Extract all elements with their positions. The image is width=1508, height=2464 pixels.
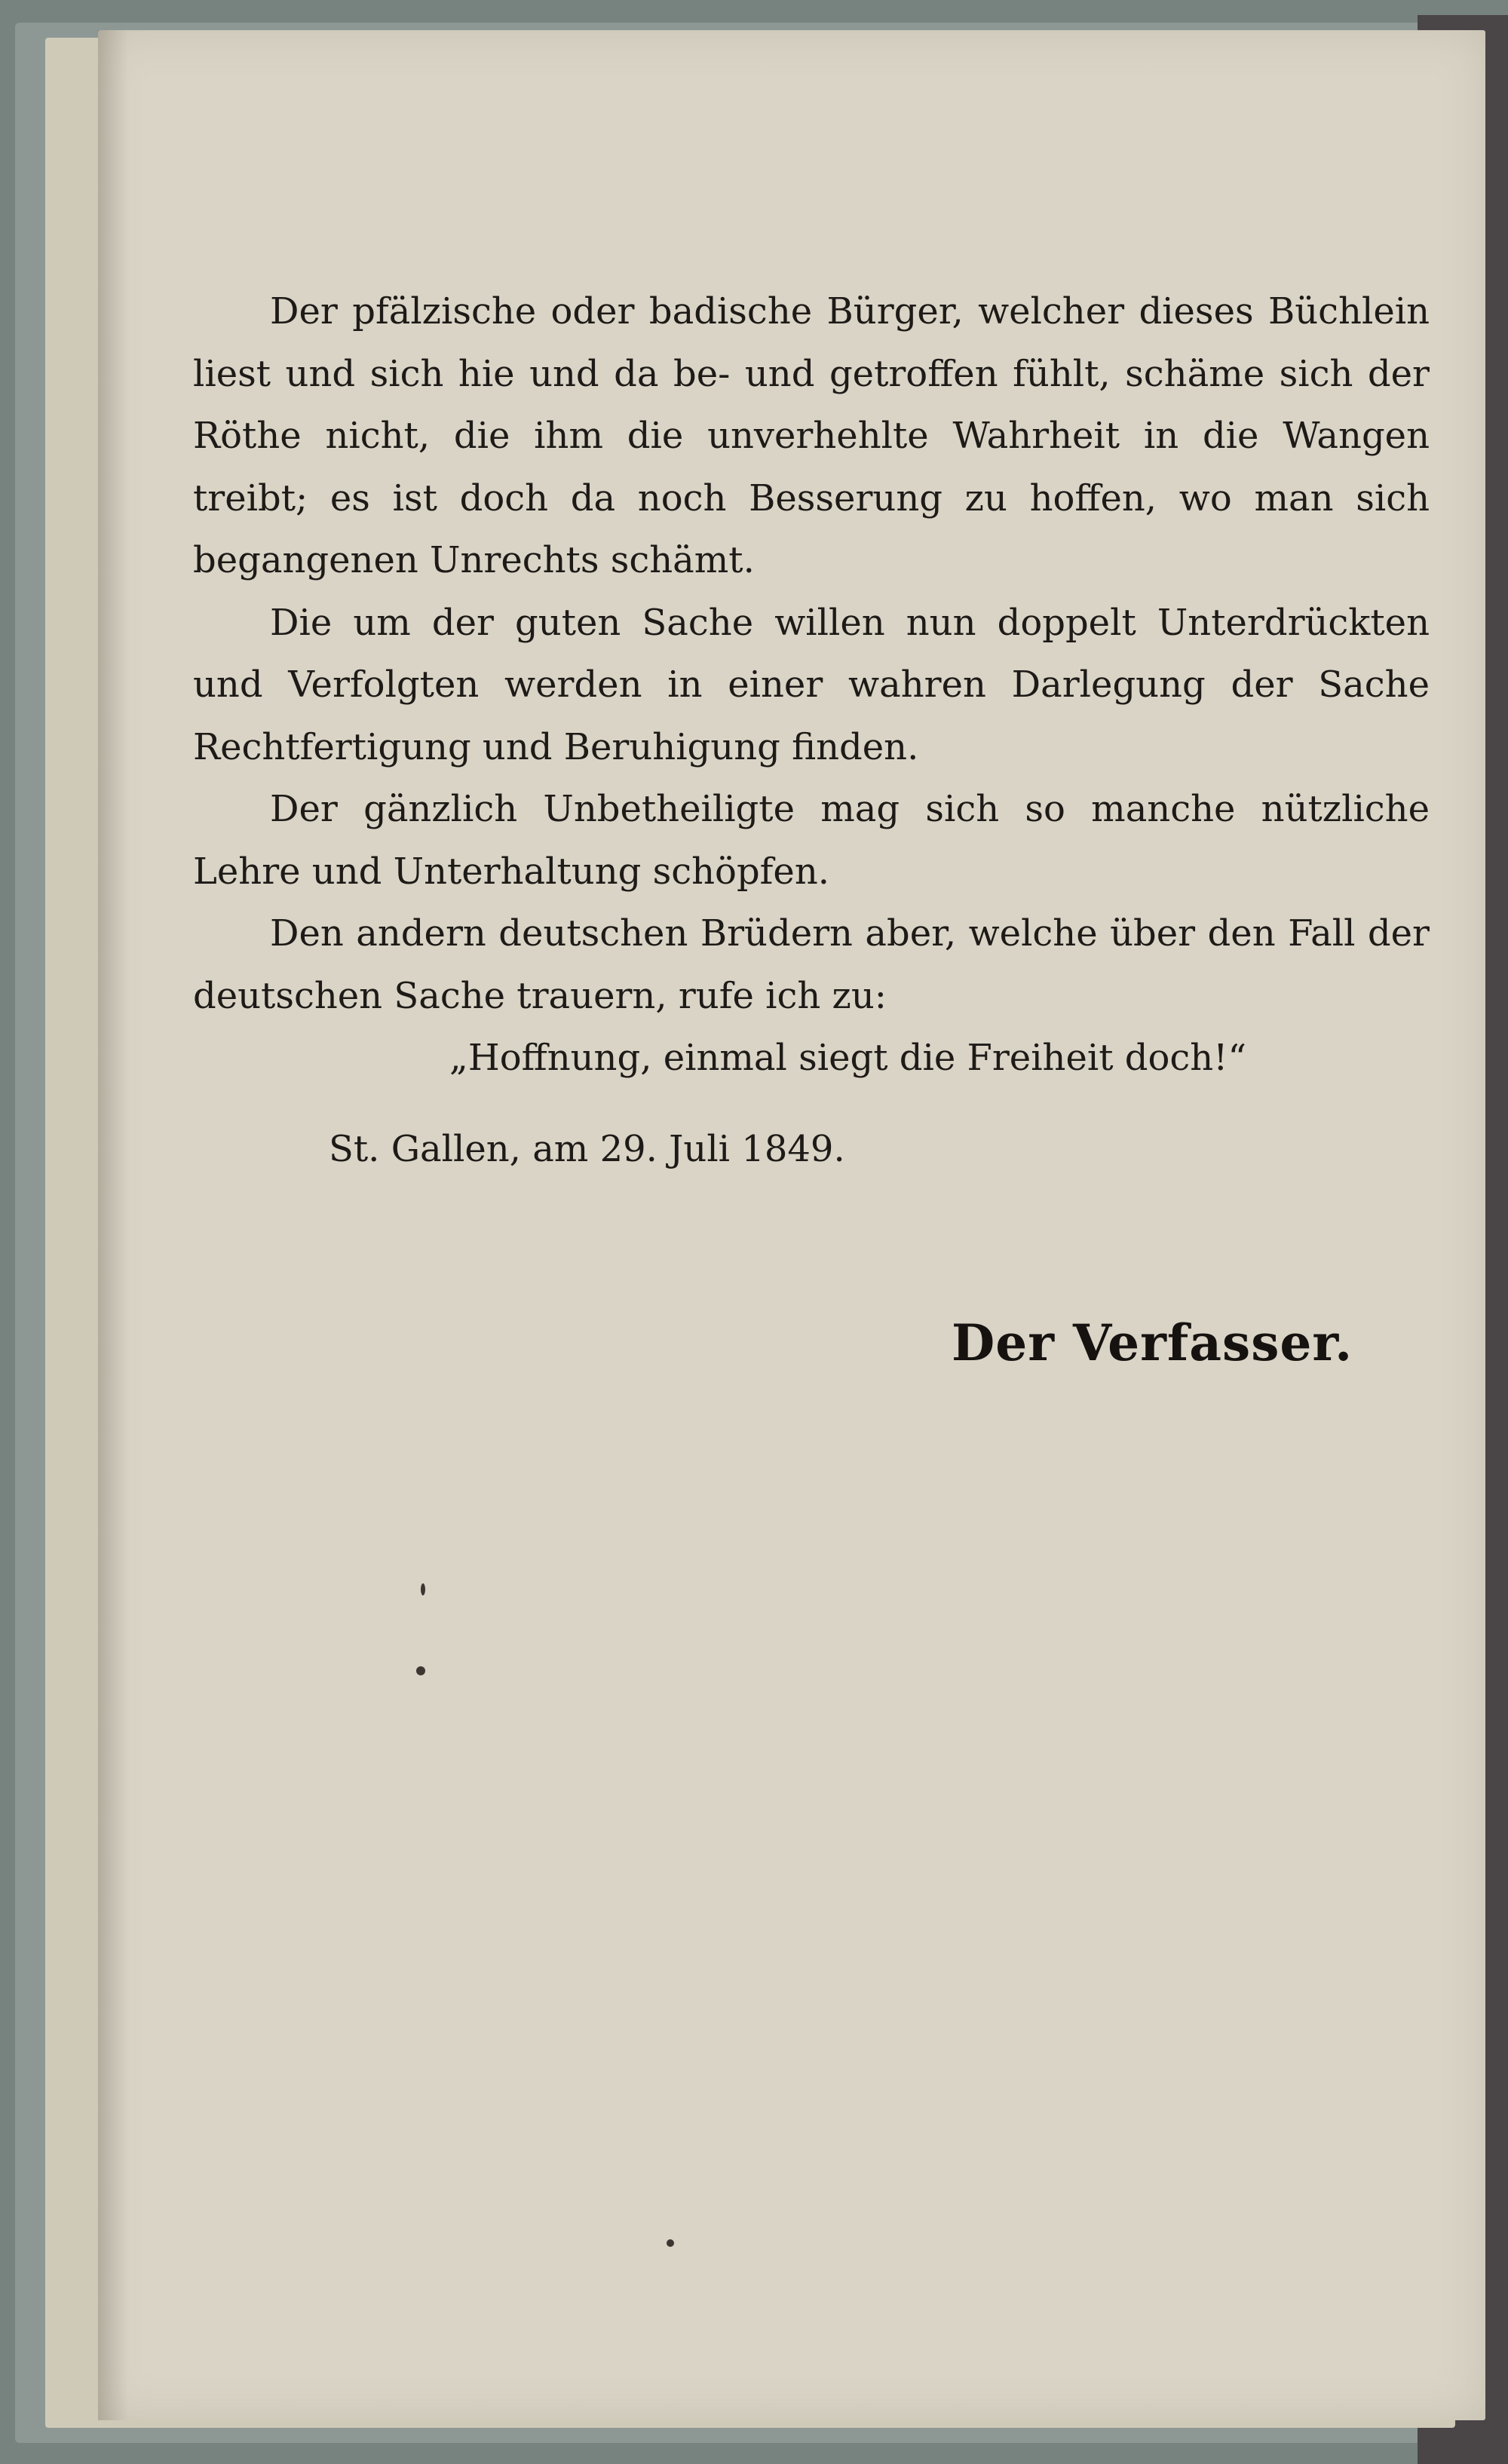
author-signature: Der Verfasser. [952,1313,1353,1372]
ink-speck [667,2239,674,2247]
preface-paragraph-3: Der gänzlich Unbetheiligte mag sich so manche nützliche Lehre und Unterhaltung schöpfen. [193,788,1430,893]
ink-speck [416,1666,425,1675]
freedom-quote: „Hoffnung, einmal siegt die Freiheit doch!“ [449,1037,1247,1079]
preface-paragraph-1: Der pfälzische oder badische Bürger, welcher dieses Büchlein liest und sich hie und da be- und getroffen fühlt, schäme sich der Röthe nicht, die ihm die unverhehlte Wahrheit in die Wangen treibt; es ist doch da noch Besserung zu hoffen, wo man sich begangenen Unrechts schämt. [193,290,1430,581]
page-shadow [98,30,128,2420]
preface-text-block [193,280,1430,1180]
preface-paragraph-4: Den andern deutschen Brüdern aber, welche über den Fall der deutschen Sache trauern, rufe ich zu: [193,912,1430,1017]
preface-paragraph-2: Die um der guten Sache willen nun doppelt Unterdrückten und Verfolgten werden in einer wahren Darlegung der Sache Rechtfertigung und Beruhigung finden. [193,601,1430,768]
ink-speck [421,1583,425,1595]
place-and-date: St. Gallen, am 29. Juli 1849. [329,1127,845,1170]
